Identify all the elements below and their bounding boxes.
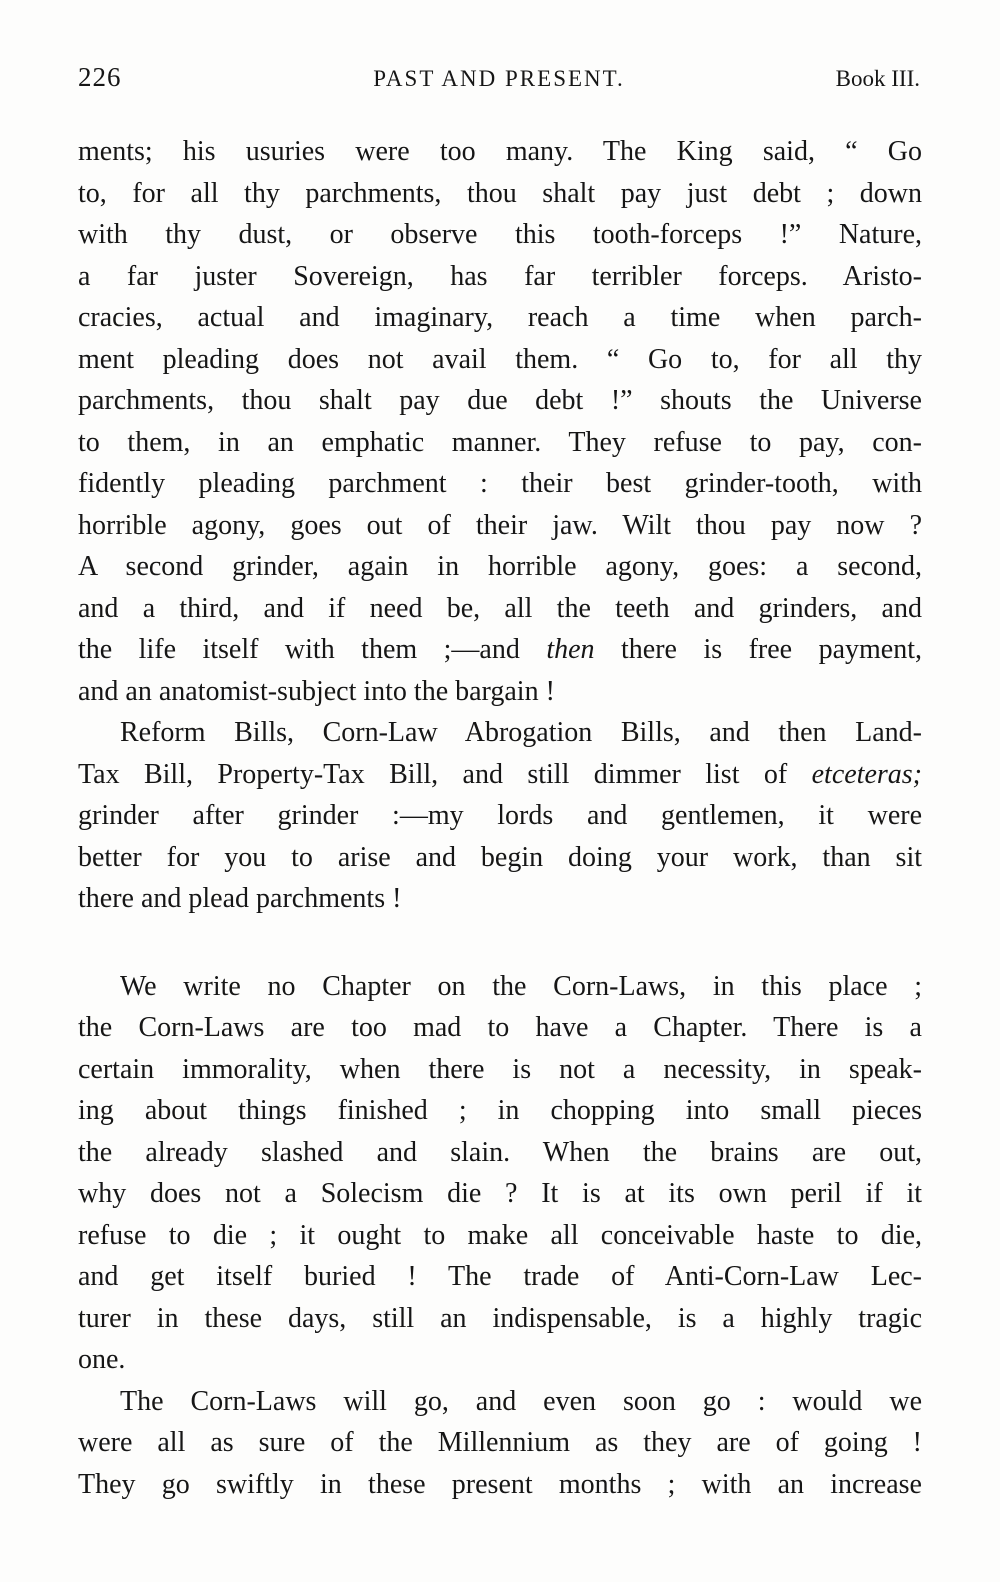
text-line [78, 1464, 922, 1506]
text-segment: to, for all thy parchments, thou shalt pay just debt ; down [78, 177, 922, 209]
text-segment: a far juster Sovereign, has far terribler forceps. Aristo- [78, 260, 922, 292]
text-line [78, 173, 922, 215]
text-segment: and a third, and if need be, all the teeth and grinders, and [78, 592, 922, 624]
text-line [78, 422, 922, 464]
text-line [78, 1090, 922, 1132]
text-segment: the life itself with them ;—and [78, 634, 547, 665]
text-segment: We write no Chapter on the Corn-Laws, in this place ; [120, 970, 922, 1002]
text-line [78, 1339, 922, 1381]
book-label: Book III. [835, 66, 920, 91]
text-line [78, 256, 922, 298]
text-segment: the Corn-Laws are too mad to have a Chapter. There is a [78, 1012, 922, 1043]
text-segment: to them, in an emphatic manner. They refuse to pay, con- [78, 426, 922, 458]
running-title: PAST AND PRESENT. [373, 66, 625, 91]
text-line [78, 629, 922, 671]
text-line [78, 1049, 922, 1091]
text-segment: ing about things finished ; in chopping into small pieces [78, 1095, 922, 1126]
text-line [78, 1381, 922, 1423]
text-segment: with thy dust, or observe this tooth-forceps !” Nature, [78, 219, 922, 250]
text-line [78, 1256, 922, 1298]
text-line [78, 339, 922, 381]
text-line [78, 297, 922, 339]
text-segment: fidently pleading parchment : their best grinder-tooth, with [78, 468, 922, 499]
text-line [78, 588, 922, 630]
text-line [78, 878, 922, 920]
text-line [78, 214, 922, 256]
text-segment: why does not a Solecism die ? It is at its own peril if it [78, 1178, 922, 1209]
text-segment: certain immorality, when there is not a necessity, in speak- [78, 1053, 922, 1085]
text-segment: there and plead parchments ! [78, 883, 402, 914]
text-segment: better for you to arise and begin doing your work, than sit [78, 841, 922, 873]
text-line [78, 712, 922, 754]
text-line [78, 505, 922, 547]
paragraph [78, 1381, 922, 1506]
text-line [78, 1422, 922, 1464]
paragraph [78, 966, 922, 1381]
text-line [78, 463, 922, 505]
text-segment: and get itself buried ! The trade of Anti-Corn-Law Lec- [78, 1261, 922, 1292]
text-line [78, 795, 922, 837]
text-segment: horrible agony, goes out of their jaw. Wilt thou pay now ? [78, 509, 922, 541]
page-header [0, 0, 1000, 93]
page-number: 226 [78, 62, 122, 92]
text-line [78, 546, 922, 588]
text-segment: ment pleading does not avail them. “ Go to, for all thy [78, 343, 922, 375]
text-line [78, 1298, 922, 1340]
text-segment: Reform Bills, Corn-Law Abrogation Bills, and then Land- [120, 717, 922, 748]
text-segment: grinder after grinder :—my lords and gentlemen, it were [78, 800, 922, 831]
text-segment: turer in these days, still an indispensable, is a highly tragic [78, 1302, 922, 1334]
text-segment: there is free payment, [594, 634, 922, 665]
text-line [78, 671, 922, 713]
text-line [78, 380, 922, 422]
text-segment: refuse to die ; it ought to make all conceivable haste to die, [78, 1219, 922, 1251]
text-segment: The Corn-Laws will go, and even soon go : would we [120, 1385, 922, 1417]
text-segment: parchments, thou shalt pay due debt !” shouts the Universe [78, 385, 922, 416]
italic-text-segment: etceteras; [811, 758, 922, 790]
paragraph [78, 131, 922, 712]
text-segment: the already slashed and slain. When the brains are out, [78, 1136, 922, 1168]
text-segment: ments; his usuries were too many. The King said, “ Go [78, 136, 922, 167]
text-line [78, 1215, 922, 1257]
text-line [78, 837, 922, 879]
text-segment: and an anatomist-subject into the bargain ! [78, 675, 555, 707]
text-line [78, 131, 922, 173]
text-segment: cracies, actual and imaginary, reach a time when parch- [78, 302, 922, 333]
text-line [78, 966, 922, 1008]
text-segment: They go swiftly in these present months ; with an increase [78, 1468, 922, 1500]
text-line [78, 1132, 922, 1174]
italic-text-segment: then [546, 634, 595, 665]
text-line [78, 754, 922, 796]
text-block [78, 131, 922, 1505]
text-segment: one. [78, 1344, 126, 1375]
text-segment: A second grinder, again in horrible agony, goes: a second, [78, 551, 922, 582]
paragraph [78, 712, 922, 920]
text-segment: were all as sure of the Millennium as they are of going ! [78, 1427, 922, 1458]
text-line [78, 1007, 922, 1049]
text-line [78, 1173, 922, 1215]
text-segment: Tax Bill, Property-Tax Bill, and still dimmer list of [78, 758, 812, 790]
